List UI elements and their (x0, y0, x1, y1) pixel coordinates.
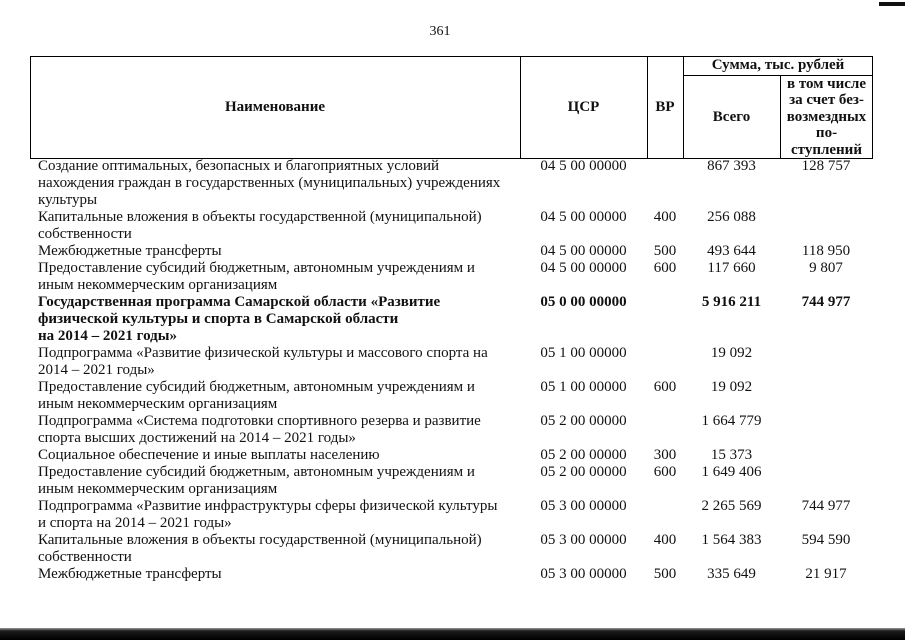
table-row (0, 243, 905, 260)
row-name-line: Подпрограмма «Развитие инфраструктуры сферы физической культуры (38, 498, 498, 514)
row-csr: 04 5 00 00000 (540, 209, 627, 225)
row-total: 1 649 406 (701, 464, 762, 480)
row-name (38, 158, 520, 209)
table-row (0, 447, 905, 464)
scan-edge-top (879, 2, 905, 6)
row-name-line: иным некоммерческим организациям (38, 277, 278, 293)
row-name (38, 260, 520, 294)
row-name (38, 294, 520, 345)
row-name-line: Предоставление субсидий бюджетным, автономным учреждениям и (38, 464, 475, 480)
row-total: 2 265 569 (701, 498, 762, 514)
row-name (38, 566, 520, 583)
row-total: 5 916 211 (701, 294, 762, 310)
table-row (0, 345, 905, 379)
row-grant: 594 590 (801, 532, 851, 548)
row-name-line: Социальное обеспечение и иные выплаты населению (38, 447, 380, 463)
row-total: 19 092 (710, 345, 753, 361)
table-row (0, 158, 905, 209)
row-vr: 400 (653, 209, 677, 225)
table-row (0, 464, 905, 498)
row-total: 493 644 (707, 243, 756, 259)
row-total: 256 088 (707, 209, 756, 225)
row-name (38, 532, 520, 566)
row-name (38, 464, 520, 498)
row-csr: 05 0 00 00000 (540, 294, 627, 310)
row-total: 117 660 (707, 260, 756, 276)
header-grant-line: за счет без- (789, 92, 864, 109)
row-name-line: Подпрограмма «Система подготовки спортивного резерва и развитие (38, 413, 481, 429)
row-vr: 600 (653, 464, 677, 480)
row-name-line: спорта высших достижений на 2014 – 2021 годы» (38, 430, 356, 446)
row-csr: 05 1 00 00000 (540, 379, 627, 395)
row-name-line: Государственная программа Самарской области «Развитие (38, 294, 441, 310)
header-name: Наименование (225, 99, 325, 115)
row-csr: 05 2 00 00000 (540, 447, 627, 463)
row-name (38, 379, 520, 413)
row-csr: 05 1 00 00000 (540, 345, 627, 361)
row-csr: 05 2 00 00000 (540, 413, 627, 429)
scan-edge-bottom (0, 628, 905, 640)
row-name (38, 209, 520, 243)
row-name (38, 345, 520, 379)
row-total: 1 564 383 (701, 532, 762, 548)
row-name-line: Межбюджетные трансферты (38, 243, 222, 259)
row-vr: 600 (653, 260, 677, 276)
row-vr: 600 (653, 379, 677, 395)
row-vr: 300 (653, 447, 677, 463)
row-grant: 118 950 (801, 243, 851, 259)
row-csr: 04 5 00 00000 (540, 260, 627, 276)
row-name-line: Капитальные вложения в объекты государственной (муниципальной) (38, 532, 482, 548)
row-name-line: культуры (38, 192, 98, 208)
row-name-line: нахождения граждан в государственных (муниципальных) учреждениях (38, 175, 501, 191)
table-row (0, 532, 905, 566)
row-total: 335 649 (707, 566, 756, 582)
row-name-line: Межбюджетные трансферты (38, 566, 222, 582)
row-name-line: собственности (38, 549, 132, 565)
table-row (0, 566, 905, 583)
row-total: 1 664 779 (701, 413, 762, 429)
row-total: 19 092 (710, 379, 753, 395)
row-vr: 500 (653, 243, 677, 259)
table-row (0, 209, 905, 243)
row-csr: 05 3 00 00000 (540, 566, 627, 582)
page-number: 361 (429, 24, 451, 39)
header-grant-line: по- (815, 125, 838, 142)
row-name (38, 447, 520, 464)
row-grant: 21 917 (805, 566, 847, 582)
row-name (38, 243, 520, 260)
row-name (38, 498, 520, 532)
row-name-line: физической культуры и спорта в Самарской области (38, 311, 399, 327)
table-body (0, 158, 905, 583)
row-csr: 05 2 00 00000 (540, 464, 627, 480)
row-name-line: собственности (38, 226, 132, 242)
row-name-line: на 2014 – 2021 годы» (38, 328, 177, 344)
row-total: 15 373 (710, 447, 753, 463)
header-grant-line: возмездных (786, 108, 867, 125)
row-name-line: иным некоммерческим организациям (38, 481, 278, 497)
row-name-line: 2014 – 2021 годы» (38, 362, 155, 378)
row-grant: 744 977 (801, 498, 851, 514)
table-row (0, 413, 905, 447)
row-name-line: Подпрограмма «Развитие физической культуры и массового спорта на (38, 345, 488, 361)
header-grant-line: в том числе (786, 75, 867, 92)
row-csr: 05 3 00 00000 (540, 498, 627, 514)
row-total: 867 393 (707, 158, 756, 174)
table-row (0, 260, 905, 294)
header-vr: ВР (655, 99, 675, 115)
header-csr: ЦСР (567, 99, 600, 115)
header-total: Всего (712, 108, 751, 125)
row-grant: 128 757 (801, 158, 851, 174)
table-row-program (0, 294, 905, 345)
row-name-line: Создание оптимальных, безопасных и благоприятных условий (38, 158, 440, 174)
header-grant-line: ступлений (791, 141, 862, 158)
table-row (0, 379, 905, 413)
row-csr: 05 3 00 00000 (540, 532, 627, 548)
row-vr: 400 (653, 532, 677, 548)
row-name-line: Предоставление субсидий бюджетным, автономным учреждениям и (38, 260, 475, 276)
row-vr: 500 (653, 566, 677, 582)
row-name-line: Капитальные вложения в объекты государственной (муниципальной) (38, 209, 482, 225)
row-name (38, 413, 520, 447)
row-name-line: иным некоммерческим организациям (38, 396, 278, 412)
row-name-line: и спорта на 2014 – 2021 годы» (38, 515, 232, 531)
row-csr: 04 5 00 00000 (540, 158, 627, 174)
row-csr: 04 5 00 00000 (540, 243, 627, 259)
row-grant: 744 977 (801, 294, 851, 310)
table-row (0, 498, 905, 532)
header-sum: Сумма, тыс. рублей (711, 57, 845, 73)
header-grant (780, 75, 873, 159)
row-grant: 9 807 (809, 260, 843, 276)
row-name-line: Предоставление субсидий бюджетным, автономным учреждениям и (38, 379, 475, 395)
